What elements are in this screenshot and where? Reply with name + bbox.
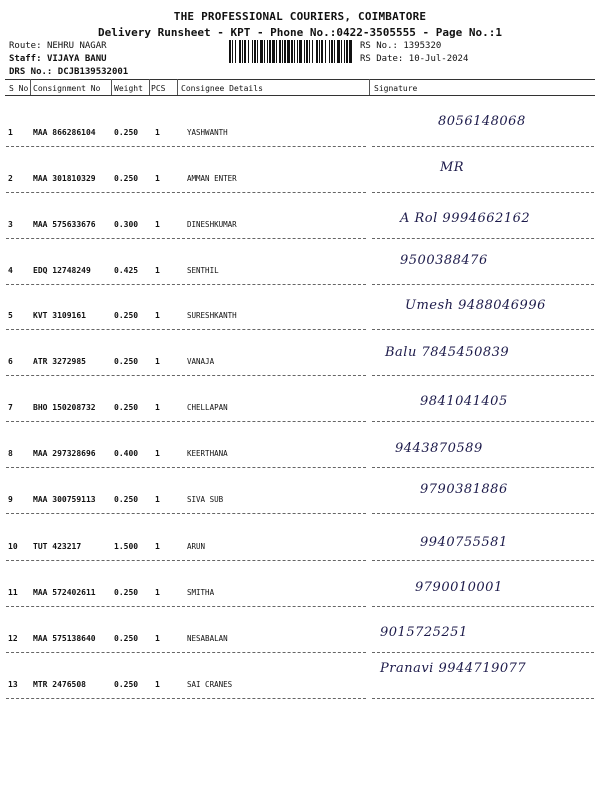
col-divider — [177, 79, 178, 95]
row-pcs: 1 — [155, 220, 160, 229]
row-weight: 0.250 — [114, 357, 139, 366]
signature-separator — [372, 513, 594, 514]
row-sno: 7 — [8, 403, 13, 412]
row-pcs: 1 — [155, 449, 160, 458]
row-sno: 4 — [8, 266, 13, 275]
col-header-weight: Weight — [114, 84, 143, 93]
row-consignment-no: EDQ 12748249 — [33, 266, 91, 275]
row-sno: 8 — [8, 449, 13, 458]
drs-label: DRS No.: — [9, 67, 53, 77]
row-consignee: SIVA SUB — [187, 495, 224, 504]
rs-date-label: RS Date: — [360, 54, 404, 64]
row-sno: 2 — [8, 174, 13, 183]
row-sno: 1 — [8, 128, 13, 137]
row-consignee: VANAJA — [187, 357, 215, 366]
staff-line — [9, 54, 107, 64]
table-row — [0, 239, 600, 285]
row-weight: 0.250 — [114, 174, 139, 183]
route-label: Route: — [9, 41, 42, 51]
col-divider — [369, 79, 370, 95]
row-pcs: 1 — [155, 495, 160, 504]
handwritten-signature: 9500388476 — [400, 253, 488, 268]
table-row — [0, 515, 600, 561]
company-title: THE PROFESSIONAL COURIERS, COIMBATORE — [173, 10, 427, 23]
handwritten-signature: A Rol 9994662162 — [400, 211, 531, 226]
signature-separator — [372, 698, 594, 699]
col-header-signature: Signature — [374, 84, 418, 93]
row-sno: 10 — [8, 542, 18, 551]
barcode — [229, 40, 353, 63]
rs-no-line — [360, 41, 441, 51]
rs-no-label: RS No.: — [360, 41, 398, 51]
row-weight: 0.250 — [114, 311, 139, 320]
row-consignee: KEERTHANA — [187, 449, 228, 458]
route-value: NEHRU NAGAR — [46, 41, 107, 51]
row-weight: 1.500 — [114, 542, 139, 551]
table-row — [0, 607, 600, 653]
table-row — [0, 561, 600, 607]
row-consignment-no: TUT 423217 — [33, 542, 82, 551]
row-consignment-no: BHO 150208732 — [33, 403, 96, 412]
staff-value: VIJAYA BANU — [46, 54, 107, 64]
handwritten-signature: Balu 7845450839 — [385, 345, 510, 360]
row-weight: 0.250 — [114, 495, 139, 504]
row-pcs: 1 — [155, 174, 160, 183]
handwritten-signature: 9841041405 — [420, 394, 508, 409]
table-row — [0, 422, 600, 468]
row-consignee: NESABALAN — [187, 634, 228, 643]
row-consignment-no: KVT 3109161 — [33, 311, 86, 320]
row-pcs: 1 — [155, 128, 160, 137]
row-sno: 12 — [8, 634, 18, 643]
row-consignee: DINESHKUMAR — [187, 220, 237, 229]
handwritten-signature: 9790010001 — [415, 580, 503, 595]
row-sno: 5 — [8, 311, 13, 320]
row-consignee: ARUN — [187, 542, 206, 551]
row-pcs: 1 — [155, 588, 160, 597]
row-weight: 0.425 — [114, 266, 139, 275]
drs-value: DCJB139532001 — [57, 67, 129, 77]
handwritten-signature: Umesh 9488046996 — [405, 298, 546, 313]
row-pcs: 1 — [155, 634, 160, 643]
row-consignee: CHELLAPAN — [187, 403, 228, 412]
handwritten-signature: 9015725251 — [380, 625, 468, 640]
row-consignment-no: MAA 575138640 — [33, 634, 96, 643]
col-divider — [111, 79, 112, 95]
rs-date-value: 10-Jul-2024 — [408, 54, 469, 64]
row-weight: 0.250 — [114, 403, 139, 412]
row-consignment-no: ATR 3272985 — [33, 357, 86, 366]
handwritten-signature: Pranavi 9944719077 — [380, 661, 527, 676]
row-consignee: YASHWANTH — [187, 128, 228, 137]
runsheet-subtitle: Delivery Runsheet - KPT - Phone No.:0422-3505555 - Page No.:1 — [98, 26, 502, 39]
row-consignment-no: MAA 297328696 — [33, 449, 96, 458]
row-consignment-no: MAA 866286104 — [33, 128, 96, 137]
row-sno: 13 — [8, 680, 18, 689]
col-header-sno: S No — [9, 84, 29, 93]
staff-label: Staff: — [9, 54, 42, 64]
col-header-pcs: PCS — [151, 84, 166, 93]
table-top-rule — [5, 79, 595, 80]
row-sno: 9 — [8, 495, 13, 504]
row-consignment-no: MAA 300759113 — [33, 495, 96, 504]
row-sno: 6 — [8, 357, 13, 366]
table-row — [0, 468, 600, 514]
handwritten-signature: 9940755581 — [420, 535, 508, 550]
rs-no-value: 1395320 — [403, 41, 442, 51]
row-consignee: SURESHKANTH — [187, 311, 237, 320]
row-consignee: SMITHA — [187, 588, 215, 597]
row-consignment-no: MAA 575633676 — [33, 220, 96, 229]
row-weight: 0.400 — [114, 449, 139, 458]
row-pcs: 1 — [155, 311, 160, 320]
col-divider — [149, 79, 150, 95]
row-consignee: AMMAN ENTER — [187, 174, 237, 183]
route-line — [9, 41, 107, 51]
handwritten-signature: 9443870589 — [395, 441, 483, 456]
table-row — [0, 147, 600, 193]
row-weight: 0.250 — [114, 680, 139, 689]
row-weight: 0.250 — [114, 588, 139, 597]
row-sno: 3 — [8, 220, 13, 229]
col-header-consignment: Consignment No — [33, 84, 101, 93]
handwritten-signature: 8056148068 — [438, 114, 526, 129]
col-divider — [30, 79, 31, 95]
row-pcs: 1 — [155, 403, 160, 412]
table-header-rule — [5, 95, 595, 96]
row-pcs: 1 — [155, 357, 160, 366]
row-weight: 0.250 — [114, 634, 139, 643]
rs-date-line — [360, 54, 468, 64]
row-consignment-no: MAA 572402611 — [33, 588, 96, 597]
table-row — [0, 330, 600, 376]
row-separator — [6, 513, 366, 514]
row-pcs: 1 — [155, 680, 160, 689]
row-pcs: 1 — [155, 542, 160, 551]
row-separator — [6, 698, 366, 699]
table-row — [0, 376, 600, 422]
row-consignee: SENTHIL — [187, 266, 219, 275]
row-weight: 0.300 — [114, 220, 139, 229]
table-row — [0, 653, 600, 699]
row-consignment-no: MTR 2476508 — [33, 680, 86, 689]
col-header-consignee: Consignee Details — [181, 84, 263, 93]
drs-line — [9, 67, 128, 77]
row-consignee: SAI CRANES — [187, 680, 233, 689]
row-weight: 0.250 — [114, 128, 139, 137]
row-sno: 11 — [8, 588, 18, 597]
handwritten-signature: MR — [440, 160, 465, 175]
handwritten-signature: 9790381886 — [420, 482, 508, 497]
row-consignment-no: MAA 301810329 — [33, 174, 96, 183]
row-pcs: 1 — [155, 266, 160, 275]
